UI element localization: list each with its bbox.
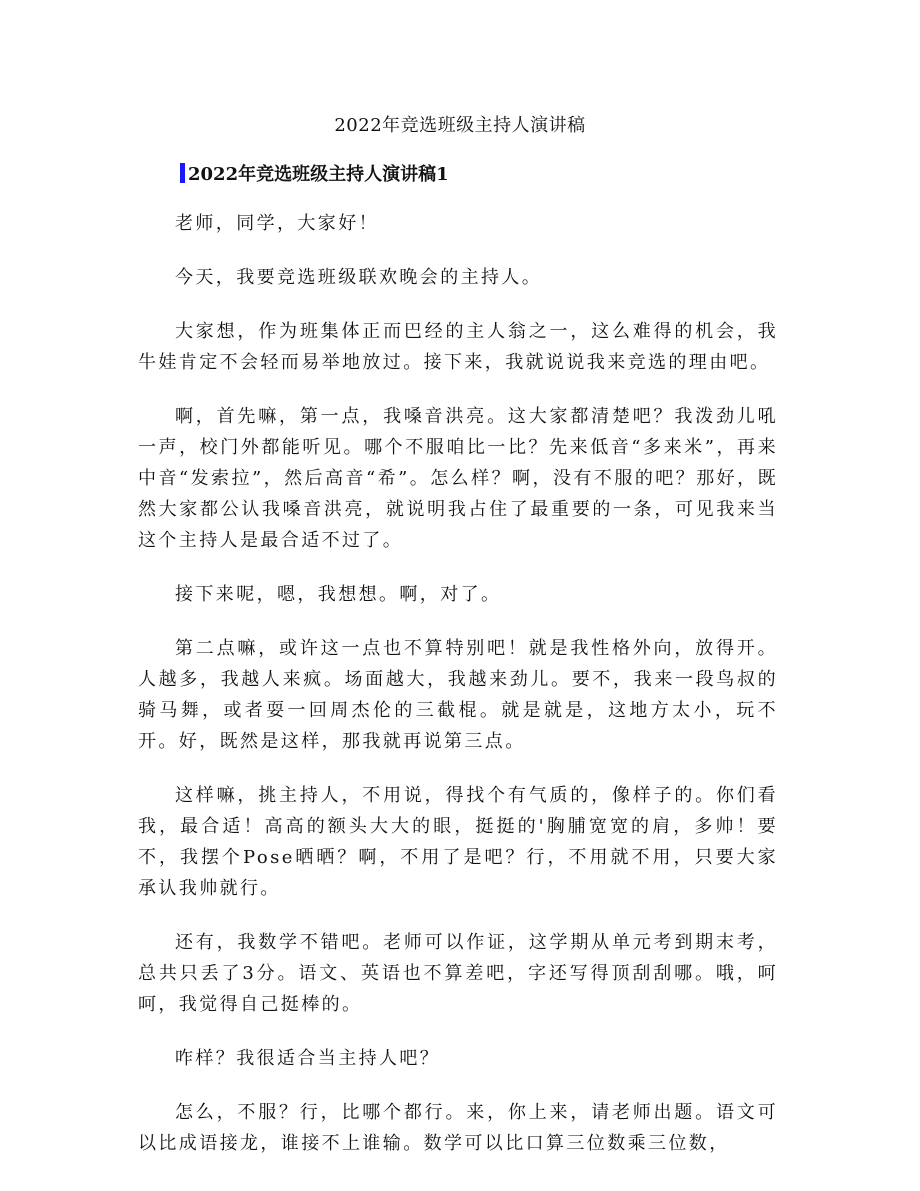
paragraph: 还有，我数学不错吧。老师可以作证，这学期从单元考到期末考，总共只丢了3分。语文、英语也不算差吧，字还写得顶刮刮哪。哦，呵呵，我觉得自己挺棒的。	[138, 932, 778, 1015]
paragraph: 这样嘛，挑主持人，不用说，得找个有气质的，像样子的。你们看我，最合适！高高的额头大大的眼，挺挺的'胸脯宽宽的肩，多帅！要不，我摆个Pose晒晒？啊，不用了是吧？行，不用就不用，只要大家承认我帅就行。	[138, 785, 778, 899]
paragraph: 怎么，不服？行，比哪个都行。来，你上来，请老师出题。语文可以比成语接龙，谁接不上谁输。数学可以比口算三位数乘三位数，	[138, 1102, 778, 1154]
paragraph: 第二点嘛，或许这一点也不算特别吧！就是我性格外向，放得开。人越多，我越人来疯。场面越大，我越来劲儿。要不，我来一段鸟叔的骑马舞，或者耍一回周杰伦的三截棍。就是就是，这地方太小，玩不开。好，既然是这样，那我就再说第三点。	[138, 638, 778, 752]
paragraph: 大家想，作为班集体正而巴经的主人翁之一，这么难得的机会，我牛娃肯定不会轻而易举地放过。接下来，我就说说我来竞选的理由吧。	[138, 321, 778, 373]
section-heading	[180, 160, 449, 186]
paragraph: 今天，我要竞选班级联欢晚会的主持人。	[175, 267, 543, 288]
paragraph: 接下来呢，嗯，我想想。啊，对了。	[175, 584, 502, 605]
heading-marker-bar	[180, 163, 185, 183]
document-body	[138, 208, 778, 1182]
paragraph: 啊，首先嘛，第一点，我嗓音洪亮。这大家都清楚吧？我泼劲儿吼一声，校门外都能听见。哪个不服咱比一比？先来低音“多来米”，再来中音“发索拉”，然后高音“希”。怎么样？啊，没有不服的吧？那好，既然大家都公认我嗓音洪亮，就说明我占住了最重要的一条，可见我来当这个主持人是最合适不过了。	[138, 406, 778, 551]
paragraph: 咋样？我很适合当主持人吧？	[175, 1048, 441, 1069]
document-title: 2022年竞选班级主持人演讲稿	[334, 115, 586, 136]
section-heading-text: 2022年竞选班级主持人演讲稿1	[188, 164, 449, 185]
paragraph: 老师，同学，大家好！	[175, 213, 379, 234]
